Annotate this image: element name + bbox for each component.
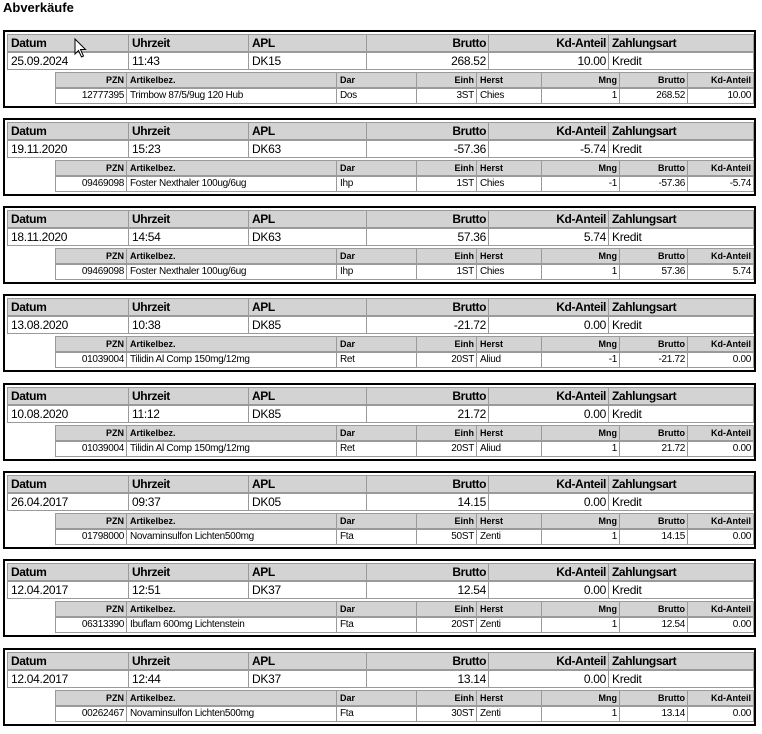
item-header-row (55, 690, 754, 706)
item-header-pzn: PZN (106, 251, 124, 261)
item-header-artikel: Artikelbez. (126, 514, 336, 528)
sale-header-zahlungsart: Zahlungsart (608, 564, 753, 580)
item-herst-value: Zenti (476, 707, 541, 721)
sale-datum-value: 19.11.2020 (11, 142, 68, 156)
item-header-brutto: Brutto (619, 249, 687, 263)
sale-header-apl: APL (248, 476, 366, 492)
item-herst-value: Zenti (476, 618, 541, 632)
sale-header-row (7, 210, 754, 228)
sale-zahlungsart-value: Kredit (608, 229, 753, 245)
item-header-dar: Dar (336, 161, 416, 175)
item-header-pzn: PZN (106, 339, 124, 349)
item-header-mng: Mng (541, 161, 619, 175)
item-header-mng: Mng (541, 691, 619, 705)
sale-kd-anteil-value: 0.00 (488, 406, 608, 422)
sale-header-datum: Datum (11, 36, 47, 50)
sale-apl-value: DK37 (248, 671, 366, 687)
item-header-pzn: PZN (106, 604, 124, 614)
item-mng-value: -1 (541, 177, 619, 191)
item-header-brutto: Brutto (619, 337, 687, 351)
sale-header-kd-anteil: Kd-Anteil (488, 299, 608, 315)
item-header-artikel: Artikelbez. (126, 73, 336, 87)
item-header-brutto: Brutto (619, 691, 687, 705)
item-header-herst: Herst (476, 249, 541, 263)
item-row (55, 617, 754, 633)
sale-uhrzeit-value: 10:38 (128, 317, 248, 333)
item-einh-value: 3ST (416, 89, 476, 103)
item-row (55, 706, 754, 722)
sale-values-row (7, 140, 754, 158)
item-dar-value: Ihp (336, 265, 416, 279)
item-dar-value: Dos (336, 89, 416, 103)
sale-uhrzeit-value: 15:23 (128, 141, 248, 157)
sale-zahlungsart-value: Kredit (608, 406, 753, 422)
sale-header-uhrzeit: Uhrzeit (128, 564, 248, 580)
item-header-brutto: Brutto (619, 602, 687, 616)
item-header-mng: Mng (541, 514, 619, 528)
sale-header-uhrzeit: Uhrzeit (128, 123, 248, 139)
sale-uhrzeit-value: 09:37 (128, 494, 248, 510)
sale-header-datum: Datum (11, 477, 47, 491)
item-header-artikel: Artikelbez. (126, 161, 336, 175)
sale-record (3, 383, 756, 461)
sale-header-brutto: Brutto (366, 564, 488, 580)
item-artikel-value: Trimbow 87/5/9ug 120 Hub (126, 89, 336, 103)
sale-values-row (7, 493, 754, 511)
item-header-einh: Einh (416, 249, 476, 263)
item-einh-value: 20ST (416, 618, 476, 632)
item-row (55, 529, 754, 545)
sale-header-apl: APL (248, 35, 366, 51)
sale-values-row (7, 228, 754, 246)
sale-header-brutto: Brutto (366, 653, 488, 669)
item-header-kd-anteil: Kd-Anteil (687, 73, 753, 87)
item-pzn-value: 12777395 (81, 90, 124, 101)
sale-record (3, 559, 756, 637)
sale-header-kd-anteil: Kd-Anteil (488, 211, 608, 227)
item-pzn-value: 01039004 (81, 443, 124, 454)
item-header-kd-anteil: Kd-Anteil (687, 161, 753, 175)
sale-apl-value: DK63 (248, 141, 366, 157)
sale-header-uhrzeit: Uhrzeit (128, 211, 248, 227)
item-header-dar: Dar (336, 337, 416, 351)
item-brutto-value: 57.36 (619, 265, 687, 279)
sale-header-apl: APL (248, 653, 366, 669)
item-header-artikel: Artikelbez. (126, 602, 336, 616)
item-pzn-value: 01039004 (81, 354, 124, 365)
item-header-kd-anteil: Kd-Anteil (687, 514, 753, 528)
item-kd-anteil-value: 0.00 (687, 530, 753, 544)
sale-header-row (7, 563, 754, 581)
sale-header-kd-anteil: Kd-Anteil (488, 35, 608, 51)
item-header-dar: Dar (336, 691, 416, 705)
item-header-einh: Einh (416, 514, 476, 528)
item-header-kd-anteil: Kd-Anteil (687, 337, 753, 351)
sale-datum-value: 10.08.2020 (11, 407, 69, 421)
sale-values-row (7, 581, 754, 599)
item-header-mng: Mng (541, 602, 619, 616)
item-header-kd-anteil: Kd-Anteil (687, 426, 753, 440)
item-header-mng: Mng (541, 337, 619, 351)
item-mng-value: 1 (541, 530, 619, 544)
item-herst-value: Chies (476, 89, 541, 103)
mouse-cursor-icon (74, 38, 87, 58)
item-kd-anteil-value: 5.74 (687, 265, 753, 279)
sale-kd-anteil-value: -5.74 (488, 141, 608, 157)
item-dar-value: Fta (336, 618, 416, 632)
sale-datum-value: 25.09.2024 (11, 54, 69, 68)
item-kd-anteil-value: 0.00 (687, 707, 753, 721)
item-header-brutto: Brutto (619, 161, 687, 175)
item-kd-anteil-value: 0.00 (687, 442, 753, 456)
item-header-herst: Herst (476, 161, 541, 175)
sale-datum-value: 12.04.2017 (11, 583, 69, 597)
sale-brutto-value: -57.36 (366, 141, 488, 157)
item-header-einh: Einh (416, 602, 476, 616)
sale-header-row (7, 652, 754, 670)
item-artikel-value: Foster Nexthaler 100ug/6ug (126, 177, 336, 191)
sale-header-brutto: Brutto (366, 35, 488, 51)
sale-datum-value: 12.04.2017 (11, 672, 69, 686)
sale-values-row (7, 670, 754, 688)
sale-zahlungsart-value: Kredit (608, 53, 753, 69)
item-pzn-value: 00262467 (81, 708, 124, 719)
item-einh-value: 20ST (416, 353, 476, 367)
item-header-einh: Einh (416, 337, 476, 351)
item-einh-value: 50ST (416, 530, 476, 544)
item-header-einh: Einh (416, 73, 476, 87)
sale-header-datum: Datum (11, 212, 47, 226)
sale-header-brutto: Brutto (366, 476, 488, 492)
sale-brutto-value: 57.36 (366, 229, 488, 245)
item-header-einh: Einh (416, 426, 476, 440)
sale-header-kd-anteil: Kd-Anteil (488, 564, 608, 580)
item-header-dar: Dar (336, 426, 416, 440)
sale-uhrzeit-value: 14:54 (128, 229, 248, 245)
sale-kd-anteil-value: 0.00 (488, 671, 608, 687)
sale-header-zahlungsart: Zahlungsart (608, 476, 753, 492)
item-header-row (55, 160, 754, 176)
sale-uhrzeit-value: 12:51 (128, 582, 248, 598)
item-mng-value: 1 (541, 265, 619, 279)
sale-header-uhrzeit: Uhrzeit (128, 653, 248, 669)
sale-zahlungsart-value: Kredit (608, 494, 753, 510)
sale-header-brutto: Brutto (366, 388, 488, 404)
item-kd-anteil-value: 10.00 (687, 89, 753, 103)
item-row (55, 176, 754, 192)
sale-apl-value: DK85 (248, 317, 366, 333)
item-header-mng: Mng (541, 73, 619, 87)
item-pzn-value: 01798000 (81, 531, 124, 542)
sale-header-brutto: Brutto (366, 211, 488, 227)
item-header-artikel: Artikelbez. (126, 249, 336, 263)
item-kd-anteil-value: -5.74 (687, 177, 753, 191)
item-mng-value: -1 (541, 353, 619, 367)
item-artikel-value: Novaminsulfon Lichten500mg (126, 707, 336, 721)
sale-datum-value: 18.11.2020 (11, 230, 68, 244)
sale-zahlungsart-value: Kredit (608, 317, 753, 333)
sale-header-brutto: Brutto (366, 299, 488, 315)
sale-brutto-value: 14.15 (366, 494, 488, 510)
sale-header-kd-anteil: Kd-Anteil (488, 388, 608, 404)
item-pzn-value: 09469098 (81, 266, 124, 277)
sale-brutto-value: 21.72 (366, 406, 488, 422)
sale-header-uhrzeit: Uhrzeit (128, 388, 248, 404)
sale-header-datum: Datum (11, 654, 47, 668)
item-row (55, 88, 754, 104)
item-dar-value: Fta (336, 530, 416, 544)
sale-record (3, 118, 756, 196)
item-einh-value: 1ST (416, 177, 476, 191)
sale-header-row (7, 34, 754, 52)
sale-header-kd-anteil: Kd-Anteil (488, 476, 608, 492)
sale-header-datum: Datum (11, 124, 47, 138)
item-kd-anteil-value: 0.00 (687, 618, 753, 632)
sale-header-uhrzeit: Uhrzeit (128, 299, 248, 315)
item-header-einh: Einh (416, 691, 476, 705)
item-header-artikel: Artikelbez. (126, 691, 336, 705)
item-mng-value: 1 (541, 442, 619, 456)
item-herst-value: Chies (476, 265, 541, 279)
sale-record (3, 648, 756, 726)
item-header-herst: Herst (476, 426, 541, 440)
sale-header-apl: APL (248, 388, 366, 404)
item-brutto-value: 14.15 (619, 530, 687, 544)
item-header-herst: Herst (476, 602, 541, 616)
sale-header-zahlungsart: Zahlungsart (608, 388, 753, 404)
sale-values-row (7, 52, 754, 70)
item-row (55, 352, 754, 368)
item-herst-value: Aliud (476, 442, 541, 456)
item-brutto-value: 12.54 (619, 618, 687, 632)
sale-record (3, 30, 756, 108)
sale-zahlungsart-value: Kredit (608, 141, 753, 157)
sale-uhrzeit-value: 12:44 (128, 671, 248, 687)
sale-apl-value: DK37 (248, 582, 366, 598)
sale-header-uhrzeit: Uhrzeit (128, 476, 248, 492)
item-header-pzn: PZN (106, 163, 124, 173)
sale-header-apl: APL (248, 123, 366, 139)
sale-brutto-value: 13.14 (366, 671, 488, 687)
item-header-kd-anteil: Kd-Anteil (687, 691, 753, 705)
item-row (55, 264, 754, 280)
sale-brutto-value: -21.72 (366, 317, 488, 333)
item-header-herst: Herst (476, 337, 541, 351)
sale-header-datum: Datum (11, 565, 47, 579)
item-header-artikel: Artikelbez. (126, 337, 336, 351)
sale-apl-value: DK63 (248, 229, 366, 245)
item-header-brutto: Brutto (619, 426, 687, 440)
sale-header-datum: Datum (11, 300, 47, 314)
item-mng-value: 1 (541, 618, 619, 632)
sale-brutto-value: 268.52 (366, 53, 488, 69)
item-header-dar: Dar (336, 514, 416, 528)
sale-apl-value: DK05 (248, 494, 366, 510)
item-header-kd-anteil: Kd-Anteil (687, 249, 753, 263)
item-brutto-value: 13.14 (619, 707, 687, 721)
item-header-herst: Herst (476, 73, 541, 87)
item-herst-value: Chies (476, 177, 541, 191)
sale-apl-value: DK15 (248, 53, 366, 69)
item-brutto-value: -57.36 (619, 177, 687, 191)
item-header-artikel: Artikelbez. (126, 426, 336, 440)
item-header-row (55, 336, 754, 352)
sale-values-row (7, 405, 754, 423)
item-header-herst: Herst (476, 514, 541, 528)
item-pzn-value: 06313390 (81, 619, 124, 630)
item-header-mng: Mng (541, 249, 619, 263)
sale-apl-value: DK85 (248, 406, 366, 422)
item-einh-value: 30ST (416, 707, 476, 721)
item-dar-value: Ihp (336, 177, 416, 191)
item-header-row (55, 513, 754, 529)
sale-header-zahlungsart: Zahlungsart (608, 211, 753, 227)
item-einh-value: 1ST (416, 265, 476, 279)
sale-brutto-value: 12.54 (366, 582, 488, 598)
item-header-row (55, 72, 754, 88)
item-pzn-value: 09469098 (81, 178, 124, 189)
item-header-kd-anteil: Kd-Anteil (687, 602, 753, 616)
item-artikel-value: Tilidin Al Comp 150mg/12mg (126, 442, 336, 456)
item-header-pzn: PZN (106, 693, 124, 703)
sale-kd-anteil-value: 0.00 (488, 494, 608, 510)
item-header-pzn: PZN (106, 75, 124, 85)
sale-uhrzeit-value: 11:43 (128, 53, 248, 69)
item-header-einh: Einh (416, 161, 476, 175)
sale-kd-anteil-value: 0.00 (488, 317, 608, 333)
item-dar-value: Fta (336, 707, 416, 721)
sale-header-kd-anteil: Kd-Anteil (488, 653, 608, 669)
sale-header-apl: APL (248, 299, 366, 315)
sale-header-zahlungsart: Zahlungsart (608, 299, 753, 315)
item-mng-value: 1 (541, 707, 619, 721)
sale-header-row (7, 298, 754, 316)
sale-header-kd-anteil: Kd-Anteil (488, 123, 608, 139)
item-artikel-value: Ibuflam 600mg Lichtenstein (126, 618, 336, 632)
item-row (55, 441, 754, 457)
sale-values-row (7, 316, 754, 334)
item-header-dar: Dar (336, 602, 416, 616)
item-header-dar: Dar (336, 249, 416, 263)
sale-record (3, 206, 756, 284)
sale-header-zahlungsart: Zahlungsart (608, 123, 753, 139)
item-artikel-value: Novaminsulfon Lichten500mg (126, 530, 336, 544)
item-brutto-value: 21.72 (619, 442, 687, 456)
sale-header-zahlungsart: Zahlungsart (608, 653, 753, 669)
item-header-mng: Mng (541, 426, 619, 440)
sale-header-row (7, 387, 754, 405)
item-artikel-value: Tilidin Al Comp 150mg/12mg (126, 353, 336, 367)
sale-header-datum: Datum (11, 389, 47, 403)
item-herst-value: Zenti (476, 530, 541, 544)
sale-kd-anteil-value: 5.74 (488, 229, 608, 245)
sale-kd-anteil-value: 0.00 (488, 582, 608, 598)
item-header-brutto: Brutto (619, 73, 687, 87)
sale-header-row (7, 122, 754, 140)
sale-record (3, 294, 756, 372)
item-dar-value: Ret (336, 353, 416, 367)
item-header-pzn: PZN (106, 428, 124, 438)
sale-datum-value: 26.04.2017 (11, 495, 69, 509)
sale-kd-anteil-value: 10.00 (488, 53, 608, 69)
sale-record (3, 471, 756, 549)
item-einh-value: 20ST (416, 442, 476, 456)
item-header-row (55, 248, 754, 264)
sale-uhrzeit-value: 11:12 (128, 406, 248, 422)
item-brutto-value: 268.52 (619, 89, 687, 103)
sale-header-brutto: Brutto (366, 123, 488, 139)
sale-header-row (7, 475, 754, 493)
sale-header-zahlungsart: Zahlungsart (608, 35, 753, 51)
item-header-pzn: PZN (106, 516, 124, 526)
sale-header-uhrzeit: Uhrzeit (128, 35, 248, 51)
item-header-herst: Herst (476, 691, 541, 705)
item-header-row (55, 601, 754, 617)
item-artikel-value: Foster Nexthaler 100ug/6ug (126, 265, 336, 279)
item-header-dar: Dar (336, 73, 416, 87)
sale-datum-value: 13.08.2020 (11, 318, 69, 332)
item-dar-value: Ret (336, 442, 416, 456)
sale-zahlungsart-value: Kredit (608, 671, 753, 687)
page-title: Abverkäufe (3, 0, 74, 15)
sale-zahlungsart-value: Kredit (608, 582, 753, 598)
sale-header-apl: APL (248, 211, 366, 227)
item-mng-value: 1 (541, 89, 619, 103)
sale-header-apl: APL (248, 564, 366, 580)
item-header-brutto: Brutto (619, 514, 687, 528)
item-header-row (55, 425, 754, 441)
item-brutto-value: -21.72 (619, 353, 687, 367)
item-kd-anteil-value: 0.00 (687, 353, 753, 367)
item-herst-value: Aliud (476, 353, 541, 367)
